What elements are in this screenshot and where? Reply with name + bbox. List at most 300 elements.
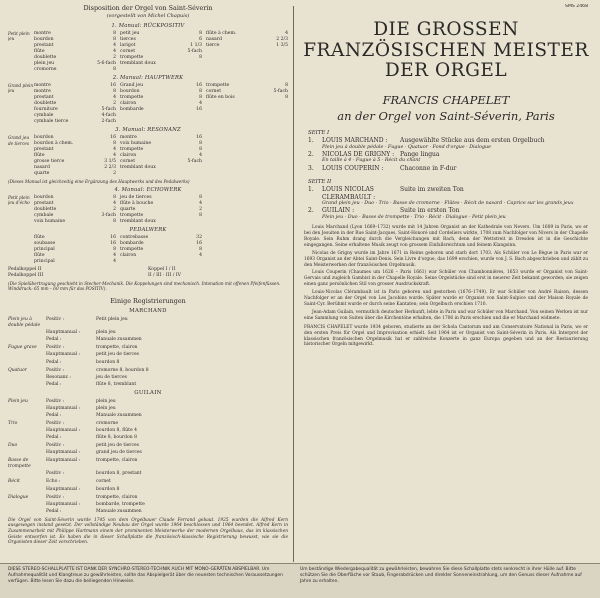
registration-piece (8, 471, 46, 477)
registration-row (8, 487, 288, 493)
registration-row (8, 450, 288, 456)
stop-name: doublette (34, 100, 57, 106)
registration-piece: Plein jeu à double pédale (8, 317, 41, 329)
stop-column (120, 135, 202, 177)
stop-name: flûte (34, 48, 45, 54)
registration-division: Hauptmanual : (46, 501, 81, 507)
composer-heading: GUILAIN (134, 389, 162, 396)
registration-piece (8, 406, 46, 412)
stop-footage: 4 (113, 258, 116, 264)
stop-footage: 16 (110, 240, 116, 246)
stop-name: montre (34, 30, 51, 36)
registration-division: Pedal : (46, 412, 62, 418)
registration-piece (8, 413, 46, 419)
stop-name: trompette (120, 147, 144, 153)
registration-block (8, 458, 288, 477)
stop-footage: 16 (196, 107, 202, 113)
registration-division: Positiv : (46, 443, 65, 449)
stop-footage: 4 (113, 94, 116, 100)
registration-row (8, 375, 288, 381)
stop-row (120, 165, 202, 171)
stop-footage: 2-fach (101, 119, 116, 125)
registration-block (8, 368, 288, 388)
stop-column (34, 135, 116, 177)
track-title: Suite im ersten Ton (400, 207, 460, 215)
registration-stops: bourdon 8, prestant (96, 471, 142, 477)
stop-name: trompette (120, 94, 144, 100)
stop-name: contrebasse (120, 234, 149, 240)
footer-care-note: Um beständige Wiedergabequalität zu gewährleisten, bewahren Sie diese Schallplatte stets senkrecht in ihrer Hülle auf. Bitte schützen Sie die Oberfläche vor Staub, Fingerabdrücken und direkter Sonneneinstrahlung, um den Genuss dieser Aufnahme auf Jahre zu erhalten. (300, 567, 582, 584)
stop-footage: 2 2/3 (104, 165, 116, 171)
stop-row (120, 107, 202, 113)
manual-heading: 3. Manual: RESONANZ (115, 127, 181, 134)
registration-piece (8, 435, 46, 441)
stop-name: nasard (206, 36, 222, 42)
stop-name: quarte (34, 171, 50, 177)
stop-footage: 2 (113, 100, 116, 106)
stop-footage: 8 (199, 88, 202, 94)
registration-row (8, 471, 288, 477)
registration-block (8, 345, 288, 365)
stop-column (206, 195, 288, 225)
stop-footage: 8 (285, 82, 288, 88)
stop-column (120, 83, 202, 125)
organ-history-note: Die Orgel von Saint-Séverin wurde 1745 von dem Orgelbauer Claude Ferrand gebaut. 1925 wurden die Alfred Kern ausgewogen instand gesetzt. Der vollständige Neubau der Orgel wurde 1964 beschlossen und 1964 beendet. Alfred Kern in Zusammenarbeit mit Philippe Hartmann einem der prominenten Meisterwerke der modernen Orgelbaus, das im klassischen Geiste entworfen ist. Es haben die in dieser Schallplatte die französisch-klassische Registrierung bewusst, wie sie die Organisten dieser Zeit vorschrieben. (8, 517, 288, 546)
stop-footage: 4 (199, 153, 202, 159)
stop-footage: 16 (196, 240, 202, 246)
stop-name: trompette (120, 54, 144, 60)
album-info-column (300, 4, 592, 560)
registration-piece: Récit (8, 479, 20, 485)
stop-name: prestant (34, 94, 54, 100)
registration-block (8, 495, 288, 515)
stop-name: quarte (120, 206, 136, 212)
stop-footage: 8 (113, 141, 116, 147)
biography-paragraph: Jean-Adam Guilain, vermutlich deutscher Herkunft, lebte in Paris und war Schüler von Marchand. Von seinen Werken ist nur eine Sammlung von Suiten über die Kirchentöne erhalten, die 1706 in Paris erschien und die er Marchand widmete. (304, 309, 588, 321)
stop-column (206, 31, 288, 73)
stop-column (120, 31, 202, 73)
stop-name: montre (120, 134, 137, 140)
venue: an der Orgel von Saint-Séverin, Paris (337, 109, 555, 124)
stop-name: tierces (120, 36, 136, 42)
disposition-title: Disposition der Orgel von Saint-Séverin (83, 4, 213, 12)
registration-block (8, 479, 288, 492)
footer-stereo-note: DIESE STEREO-SCHALLPLATTE IST DANK DER SYNCHRO-STEREO-TECHNIK AUCH MIT MONO-GERÄTEN ABSPIELBAR. Um Aufnahmequalität und Klangtreue zu gewährleisten, sollte das Abspielgerät über die neuesten technischen Voraussetzungen verfügen. Bitte lesen Sie dazu die beiliegenden Hinweise. (8, 567, 283, 584)
stop-name: flûte (34, 234, 45, 240)
registration-row (8, 330, 288, 336)
stop-name: bourdon (34, 194, 54, 200)
registration-row (8, 479, 288, 485)
track-composer: GUILAIN : (322, 207, 355, 215)
stop-footage: 8 (113, 218, 116, 224)
stop-footage (186, 219, 202, 225)
registration-division: Positiv : (46, 494, 65, 500)
registration-division: Hauptmanual : (46, 458, 81, 464)
stop-name: tremblant doux (120, 218, 156, 224)
stop-column (34, 235, 116, 265)
stop-name: jeu de tierces (120, 194, 152, 200)
stop-row (120, 219, 202, 225)
stop-footage: 5-fach (187, 48, 202, 54)
stop-footage: 4 (113, 153, 116, 159)
manual-stops (8, 135, 288, 177)
registration-row (8, 360, 288, 366)
registration-division: Pedal : (46, 337, 62, 343)
stop-footage: 8 (199, 212, 202, 218)
stop-name: nasard (34, 165, 50, 171)
track-number: 2. (308, 207, 314, 215)
stop-footage (186, 61, 202, 67)
stop-name: bourdon (34, 36, 54, 42)
stop-name: principal (34, 246, 55, 252)
manual-heading: 2. Manual: HAUPTWERK (112, 75, 184, 82)
stop-row (206, 95, 288, 101)
stop-footage: 8 (199, 194, 202, 200)
stop-name: trompette (120, 212, 144, 218)
registration-block (8, 399, 288, 419)
registration-piece: Duo (8, 443, 18, 449)
coupler-item: Pedalkoppel II (8, 266, 42, 272)
track-title: Ausgewählte Stücke aus dem ersten Orgelbuch (400, 137, 545, 145)
organ-disposition-column (8, 4, 288, 560)
registration-row (8, 352, 288, 358)
track-movements: Grand plein jeu · Duo · Trio · Basse de cromorne · Flûtes · Récit de nasard · Caprice sur les grands jeux (322, 201, 574, 207)
stop-footage: 16 (196, 82, 202, 88)
registration-stops: bourdon 8 (96, 486, 120, 492)
stop-row (34, 171, 116, 177)
stop-footage: 2 2/3 (276, 36, 288, 42)
album-title (300, 20, 592, 82)
registration-division: Pedal : (46, 381, 62, 387)
stop-footage: 6 (199, 36, 202, 42)
couplers (8, 267, 288, 279)
stop-footage: 16 (110, 134, 116, 140)
registration-row (8, 317, 288, 329)
stop-column (206, 135, 288, 177)
registration-division: Hauptmanual : (46, 405, 81, 411)
registration-piece (8, 360, 46, 366)
registration-division: Positiv : (46, 398, 65, 404)
album-title-line: DER ORGEL (384, 60, 508, 82)
disposition-subtitle: (vorgestellt von Michel Chapuis) (106, 13, 190, 20)
stop-name: prestant (34, 147, 54, 153)
stop-footage: 4 (113, 147, 116, 153)
manual-heading: 4. Manual: ECHOWERK (114, 186, 182, 193)
track-number: 2. (308, 150, 314, 158)
stop-name: montre (34, 82, 51, 88)
track-number: 1. (308, 186, 314, 194)
registration-stops: petit jeu de tierces (96, 352, 139, 358)
stop-name: voix humaine (34, 218, 66, 224)
track-composer: LOUIS NICOLAS CLERAMBAULT : (322, 186, 376, 201)
registration-row (8, 428, 288, 434)
stop-footage: 4 (113, 42, 116, 48)
registration-block (8, 421, 288, 441)
stop-footage: 8 (199, 30, 202, 36)
manual-heading: PEDALWERK (129, 226, 167, 233)
footer-band (0, 563, 600, 598)
stop-columns (34, 83, 288, 125)
registration-piece (8, 337, 46, 343)
registration-piece (8, 487, 46, 493)
stop-name: cornet (120, 48, 136, 54)
stop-name: flûte (34, 153, 45, 159)
registration-row (8, 382, 288, 388)
stop-name: flûte à bouche (120, 200, 154, 206)
action-note: (Die Spielübertragung geschieht in Stecher-Mechanik. Die Koppelungen sind mechanisch. Intonation mit offenen Pfeifenfüssen. Winddruck: 65 mm – 60 mm für das POSITIV). (8, 280, 281, 292)
stop-row (34, 259, 116, 265)
registration-block (8, 443, 288, 456)
stop-footage: 3 1/5 (104, 159, 116, 165)
registration-piece: Quatuor (8, 367, 27, 373)
manual-stops (8, 31, 288, 73)
column-divider (293, 6, 294, 562)
stop-name: cymbale (34, 212, 54, 218)
registration-division: Pedal : (46, 508, 62, 514)
manual-registration-label: Petit plein jeu d'écho (8, 194, 30, 206)
stop-name: bombarde (120, 240, 144, 246)
registration-division: Positiv : (46, 317, 65, 323)
stop-footage: 8 (199, 54, 202, 60)
registration-block (8, 317, 288, 343)
registration-stops: petit jeu de tierces (96, 443, 139, 449)
manual-stops (8, 195, 288, 225)
manual-stops (8, 83, 288, 125)
stop-name: bombarde (120, 107, 144, 113)
stop-footage: 16 (110, 82, 116, 88)
registration-row (8, 337, 288, 343)
registrations-list (8, 308, 288, 515)
tracklist (300, 130, 592, 221)
manuals-list (8, 23, 288, 265)
stop-footage: 8 (199, 94, 202, 100)
stop-footage: 8 (285, 94, 288, 100)
registration-piece: Dialogue (8, 494, 29, 500)
stop-row (120, 253, 202, 259)
registration-piece: Trio (8, 420, 18, 426)
biography-paragraph: Louis Marchand (Lyon 1669–1732) wurde mit 14 Jahren Organist an der Kathedrale von Nevers. Um 1689 in Paris, wo er bei den Jesuiten in der Rue Saint-Jacques, Saint-Honoré und Cordeliers wirkte, 1708 zum Nachfolger von Nivers in der Chapelle Royale. Sein Ruhm drang durch die Vergleichungen mit Bach, denn der Wettstreit in Dresden ist in die Geschichte eingegangen. Seine erhaltene Musik zeugt von grossem Einfallsreichtum und feinem Klangsinn. (304, 225, 588, 248)
coupler-item: II / III · III / IV (148, 272, 181, 278)
registration-division: Positiv : (46, 420, 65, 426)
registration-division: Hauptmanual : (46, 428, 81, 434)
stop-footage: 3-fach (101, 212, 116, 218)
stop-name: clairon (120, 153, 137, 159)
stop-footage (186, 165, 202, 171)
stop-name: trompette (120, 246, 144, 252)
registration-stops: cromorne 8, bourdon 8 (96, 367, 149, 373)
stop-column (34, 195, 116, 225)
registration-piece (8, 509, 46, 515)
registration-piece: Fugue grave (8, 345, 37, 351)
composer-biographies (304, 225, 588, 322)
stop-name: principal (34, 258, 55, 264)
stop-name: voix humaine (120, 141, 152, 147)
registration-row (8, 399, 288, 405)
stop-name: cymbale (34, 113, 54, 119)
registration-division: Echo : (46, 479, 61, 485)
album-title-line: DIE GROSSEN (373, 19, 519, 40)
registration-piece (8, 502, 46, 508)
stop-footage: 4 (113, 48, 116, 54)
stop-column (34, 31, 116, 73)
stop-name: prestant (34, 42, 54, 48)
manual-registration-label: Grand jeu de tierces (8, 134, 30, 146)
registration-piece (8, 352, 46, 358)
registration-stops: jeu de tierces (96, 374, 127, 380)
stop-footage: 4 (113, 200, 116, 206)
stop-name: flûte à chem. (206, 30, 237, 36)
coupler-item: Koppel I / II (148, 266, 176, 272)
registration-stops: plein jeu (96, 398, 116, 404)
registration-stops: flûte 8, tremblant (96, 381, 137, 387)
registration-piece (8, 382, 46, 388)
registration-stops: trompette, clairon (96, 345, 138, 351)
stop-name: flûte (34, 252, 45, 258)
stop-name: flûte en bois (206, 94, 235, 100)
stop-name: doublette (34, 206, 57, 212)
stop-name: doublette (34, 54, 57, 60)
registration-row (8, 413, 288, 419)
registration-division: Hauptmanual : (46, 486, 81, 492)
registration-piece (8, 330, 46, 336)
registration-stops: Petit plein jeu (96, 317, 128, 323)
stop-name: bourdon (120, 88, 140, 94)
stop-footage: 4 (199, 252, 202, 258)
stop-row (206, 43, 288, 49)
registration-piece: Basse de trompette (8, 458, 31, 470)
stop-columns (34, 31, 288, 73)
stop-footage: 8 (113, 36, 116, 42)
stop-footage: 4 (285, 30, 288, 36)
registration-piece (8, 428, 46, 434)
stop-name: tremblant doux (120, 60, 156, 66)
registration-row (8, 345, 288, 351)
registration-division: Resonanz : (46, 374, 71, 380)
track-movements: Plein jeu à double pédale · Fugue · Quatuor · Fond d'orgue · Dialogue (322, 144, 491, 150)
registration-row (8, 435, 288, 441)
registration-division: Pedal : (46, 359, 62, 365)
track-item (308, 207, 592, 215)
registration-stops: cornet (96, 479, 111, 485)
stop-footage: 8 (199, 246, 202, 252)
stop-name: soubasse (34, 240, 56, 246)
album-title-line: FRANZÖSISCHEN MEISTER (303, 39, 589, 61)
manual-registration-label (8, 235, 34, 265)
registration-division: Pedal : (46, 435, 62, 441)
stop-footage: 32 (196, 234, 202, 240)
stop-footage: 4 (199, 100, 202, 106)
artist-name: FRANCIS CHAPELET (382, 93, 510, 108)
stop-name: plein jeu (34, 60, 55, 66)
stop-column (206, 235, 288, 265)
stop-name: montre (34, 88, 51, 94)
registration-stops: Manuale zusammen (96, 412, 142, 418)
track-composer: NICOLAS DE GRIGNY : (322, 150, 395, 158)
stop-name: larigot (120, 42, 136, 48)
stop-footage: 8 (113, 246, 116, 252)
stop-name: cromorne (34, 66, 57, 72)
stop-footage: 2 (199, 206, 202, 212)
registration-stops: bombarde, trompette (96, 501, 145, 507)
stop-footage: 8 (113, 30, 116, 36)
biography-paragraph: Louis Couperin (Chaumes um 1626 – Paris 1661) war Schüler von Chambonnières, 1653 wurde er Organist von Saint-Gervais und zugleich Gambist in der Chapelle Royale. Seine Orgelstücke sind erst in neuerer Zeit bekannt geworden; sie zeigen einen ganz persönlichen Stil von grosser Ausdruckskraft. (304, 270, 588, 288)
registration-stops: Manuale zusammen (96, 508, 142, 514)
registration-stops: trompette, clairon (96, 494, 138, 500)
registration-stops: bourdon 8, flûte 4 (96, 428, 137, 434)
stop-name: cymbale tierce (34, 119, 69, 125)
track-title: Suite im zweiten Ton (400, 186, 464, 194)
registration-row (8, 406, 288, 412)
registration-stops: plein jeu (96, 405, 116, 411)
registration-row (8, 443, 288, 449)
registration-row (8, 368, 288, 374)
stop-footage: 5-6-fach (97, 60, 116, 66)
stop-footage: 8 (113, 66, 116, 72)
registration-row (8, 502, 288, 508)
track-movements: En taille à 4 · Fugue à 5 · Récit du chant (322, 158, 421, 164)
registration-row (8, 421, 288, 427)
manual-registration-label: Petit plein jeu (8, 30, 30, 42)
stop-column (206, 83, 288, 125)
registration-stops: plein jeu (96, 330, 116, 336)
stop-footage: 5-fach (273, 88, 288, 94)
track-item (308, 186, 592, 201)
stop-footage: 4-fach (101, 113, 116, 119)
registrations-title: Einige Registrierungen (110, 296, 186, 305)
side-heading: SEITE I (308, 130, 330, 137)
stop-column (120, 195, 202, 225)
registration-piece (8, 450, 46, 456)
stop-name: cornet (120, 159, 136, 165)
stop-row (34, 219, 116, 225)
biography-paragraph: Louis-Nicolas Clérambault ist in Paris geboren und gestorben (1676–1749). Er war Schüler von André Raison, dessen Nachfolger er an der Orgel von Les Jacobins wurde. Später wurde er Organist von Saint-Sulpice und der Maison Royale de Saint-Cyr. Berühmt wurde er durch seine Kantaten; sein Orgelbuch erschien 1710. (304, 290, 588, 307)
stop-columns (34, 135, 288, 177)
registration-stops: flûte 8, bourdon 8 (96, 435, 137, 441)
stop-footage: 8 (113, 88, 116, 94)
registration-stops: Manuale zusammen (96, 337, 142, 343)
side-heading: SEITE II (308, 179, 332, 186)
registration-stops: bourdon 8 (96, 359, 120, 365)
stop-columns (34, 195, 288, 225)
registration-division: Positiv : (46, 345, 65, 351)
stop-name: trompette (206, 82, 230, 88)
biography-paragraph: Nicolas de Grigny wurde im Jahre 1671 in Reims geboren und starb dort 1703. Als Schüler von Le Bègue in Paris war er 1693 Organist an der Abtei Saint-Denis. Sein Livre d'orgue, das 1699 erschien, wurde von J. S. Bach abgeschrieben und zählt zu den Meisterwerken der französischen Orgelmusik. (304, 250, 588, 268)
manual-registration-label: Grand plein jeu (8, 82, 34, 94)
stop-name: prestant (34, 200, 54, 206)
stop-footage: 16 (110, 234, 116, 240)
stop-name: petit jeu (120, 30, 140, 36)
registration-row (8, 495, 288, 501)
registration-piece: Plein jeu (8, 398, 28, 404)
track-composer: LOUIS COUPERIN : (322, 164, 384, 172)
stop-name: cornet (206, 88, 222, 94)
manual-note: (Dieses Manual ist gleichzeitig eine Ergänzung des Hauptwerks und des Pedalwerks) (8, 179, 190, 185)
stop-footage: 16 (196, 134, 202, 140)
stop-row (34, 119, 116, 125)
stop-footage: 2 (113, 171, 116, 177)
catalog-number: SMS 2468 (565, 4, 588, 9)
registration-division: Positiv : (46, 367, 65, 373)
stop-footage: 4 (199, 200, 202, 206)
stop-footage: 4 (113, 252, 116, 258)
stop-row (34, 67, 116, 73)
stop-column (34, 83, 116, 125)
stop-name: clairon (120, 100, 137, 106)
track-movements: Plein jeu · Duo · Basse de trompette · Trio · Récit · Dialogue · Petit plein jeu (322, 214, 506, 220)
artist-biography: FRANCIS CHAPELET wurde 1934 geboren, studierte an der Schola Cantorum und am Conservatoire National in Paris, wo er den ersten Preis für Orgel und Improvisation erhielt. Seit 1964 ist er Organist von Saint-Séverin in Paris. Als Interpret der klassischen französischen Orgelmusik hat er zahlreiche Konzerte in ganz Europa gegeben und an der Restaurierung historischer Orgeln mitgewirkt. (304, 324, 588, 348)
registration-division: Hauptmanual : (46, 450, 81, 456)
stop-name: bourdon à chem. (34, 141, 74, 147)
